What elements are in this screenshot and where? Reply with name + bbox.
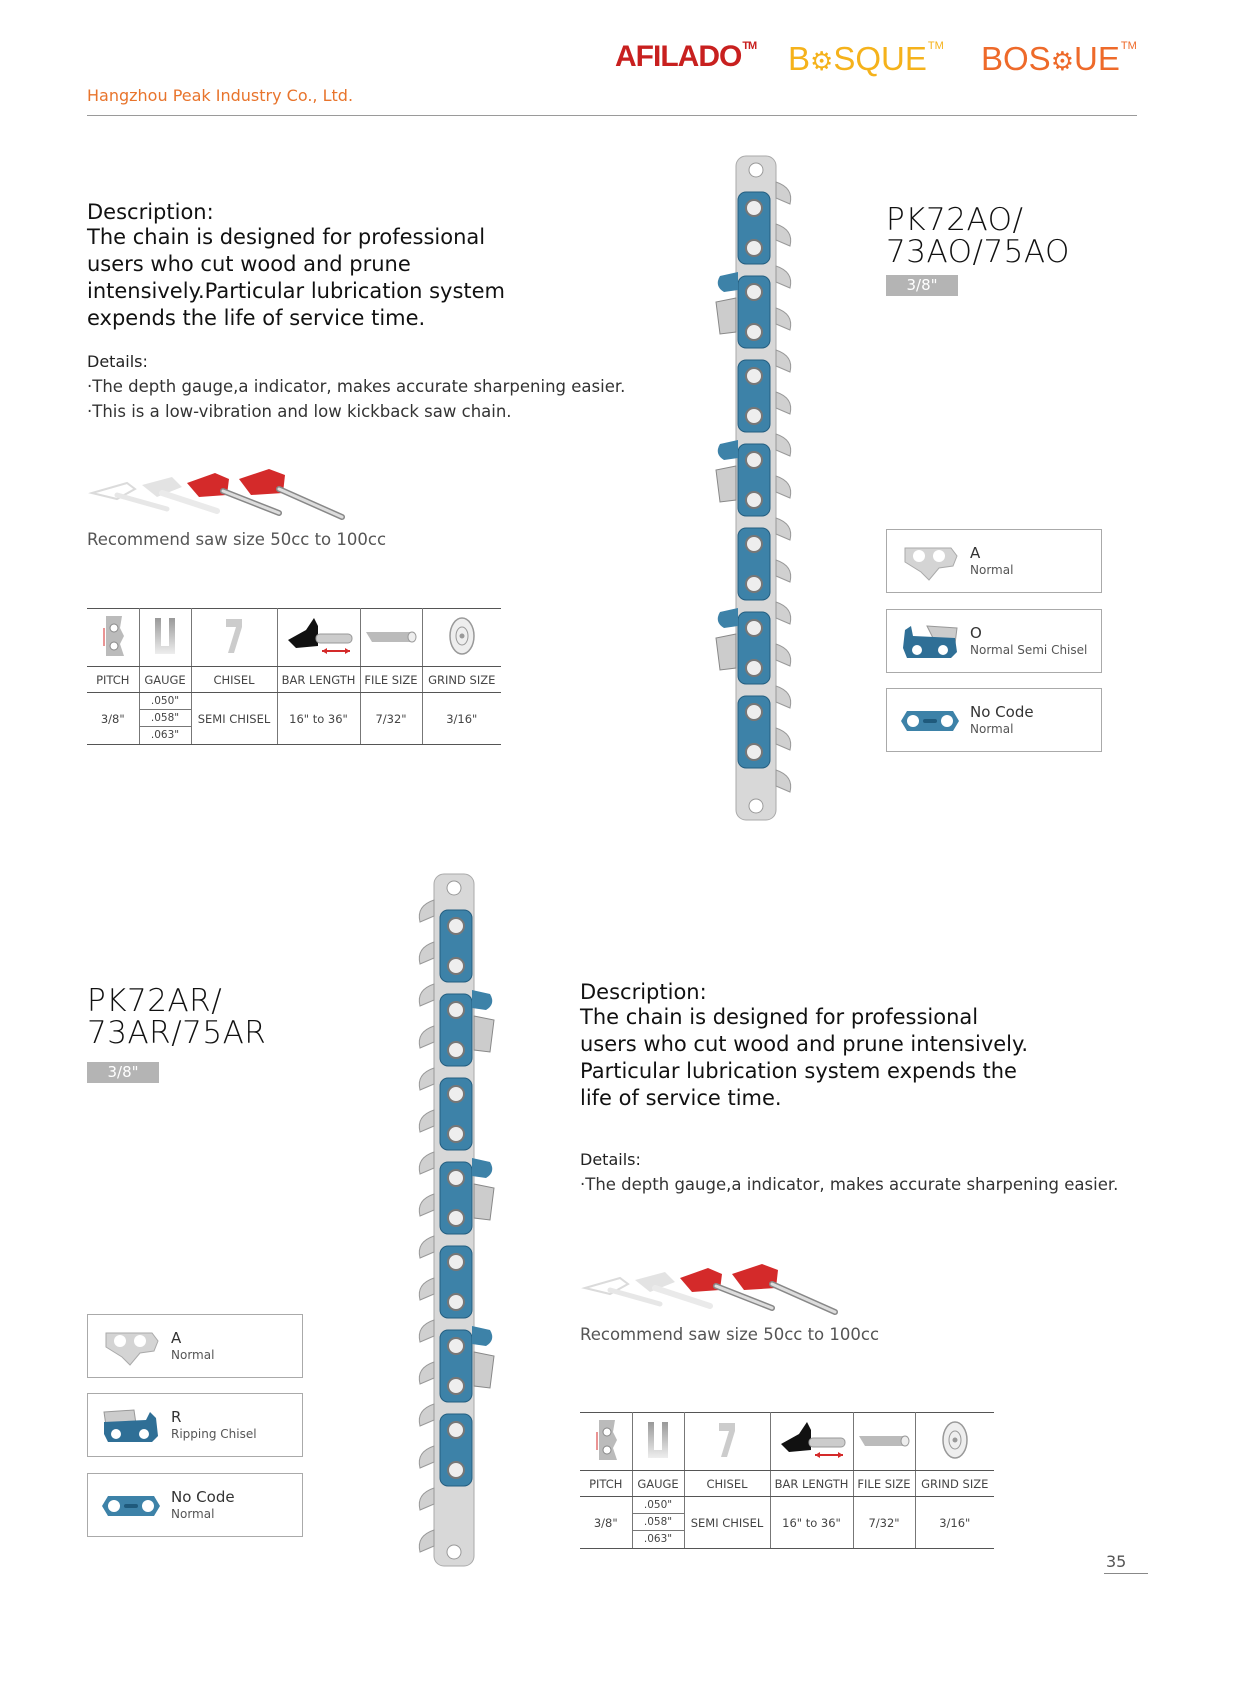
chain-tooth xyxy=(776,308,791,330)
chain-link xyxy=(738,360,770,432)
large-saw-icon-2 xyxy=(239,469,342,517)
chain-tooth xyxy=(776,770,791,792)
blue-tie-strap-icon xyxy=(100,1486,162,1526)
chain-link xyxy=(440,1414,472,1486)
pitch-icon xyxy=(580,1413,632,1471)
type-card-o xyxy=(886,609,1102,673)
header-pitch: PITCH xyxy=(87,667,139,693)
file-icon xyxy=(360,609,422,667)
afilado-logo: AFILADO™ xyxy=(615,40,757,73)
page-number: 35 xyxy=(1104,1552,1148,1574)
cell-file-size: 7/32" xyxy=(853,1497,915,1549)
chain-backbone xyxy=(419,874,494,1566)
product1-model xyxy=(886,204,1070,268)
type-card-no-code xyxy=(886,688,1102,752)
details-line: ·This is a low-vibration and low kickback saw chain. xyxy=(87,402,512,421)
type-name: Ripping Chisel xyxy=(171,1427,257,1441)
chain-tooth xyxy=(776,182,791,204)
model-line: PK72AO/ xyxy=(886,202,1024,238)
gauge-value: .063" xyxy=(150,729,180,741)
chain-tooth xyxy=(776,266,791,288)
chain-link xyxy=(738,192,770,264)
bar-length-icon xyxy=(770,1413,853,1471)
type-name: Normal xyxy=(171,1507,215,1521)
chain-link xyxy=(440,1330,472,1402)
chain-tooth xyxy=(419,1068,434,1090)
header-file-size: FILE SIZE xyxy=(853,1471,915,1497)
header-bar-length: BAR LENGTH xyxy=(277,667,360,693)
header-grind-size: GRIND SIZE xyxy=(422,667,501,693)
type-name: Normal xyxy=(970,722,1014,736)
chain-link xyxy=(440,1162,472,1234)
gear-leaf-icon: ⚙ xyxy=(1050,46,1075,76)
grind-wheel-icon xyxy=(915,1413,994,1471)
chain-backbone xyxy=(716,156,791,820)
chain-tooth xyxy=(776,644,791,666)
description-body xyxy=(580,1004,1028,1112)
chain-tooth xyxy=(776,602,791,624)
type-name: Normal Semi Chisel xyxy=(970,643,1088,657)
bosque-logo-yellow: B⚙SQUE™ xyxy=(788,40,944,77)
description-line: users who cut wood and prune xyxy=(87,252,411,276)
header-bar-length: BAR LENGTH xyxy=(770,1471,853,1497)
type-card-r xyxy=(87,1393,303,1457)
chain-cutter xyxy=(716,440,738,502)
chain-tooth xyxy=(776,518,791,540)
model-line: PK72AR/ xyxy=(87,983,223,1019)
chain-cutter xyxy=(472,1158,494,1220)
chain-tooth xyxy=(419,1320,434,1342)
description-line: The chain is designed for professional xyxy=(87,225,486,249)
cutter-ripping-chisel-icon xyxy=(100,1406,162,1446)
description-line: Particular lubrication system expends the xyxy=(580,1059,1017,1083)
chain-link xyxy=(440,1246,472,1318)
product2-description xyxy=(580,980,1028,1112)
type-card-a xyxy=(886,529,1102,593)
gauge-icon xyxy=(632,1413,684,1471)
header-gauge: GAUGE xyxy=(139,667,191,693)
chain-tooth xyxy=(419,984,434,1006)
model-line: 73AO/75AO xyxy=(886,234,1070,270)
cell-chisel: SEMI CHISEL xyxy=(191,693,277,745)
description-line: life of service time. xyxy=(580,1086,782,1110)
chain-cutter xyxy=(716,608,738,670)
cell-bar-length: 16" to 36" xyxy=(770,1497,853,1549)
type-code: R xyxy=(171,1408,182,1426)
header-file-size: FILE SIZE xyxy=(360,667,422,693)
saw-size-illustration xyxy=(580,1260,840,1320)
chain-link xyxy=(738,612,770,684)
chain-cutter xyxy=(472,1326,494,1388)
grind-wheel-icon xyxy=(422,609,501,667)
gauge-value: .058" xyxy=(633,1514,684,1531)
gauge-icon xyxy=(139,609,191,667)
chain-tooth xyxy=(419,900,434,922)
chain-tooth xyxy=(419,1362,434,1384)
bar-length-icon xyxy=(277,609,360,667)
details-title: Details: xyxy=(580,1150,641,1169)
chain-tooth xyxy=(419,1152,434,1174)
description-title: Description: xyxy=(580,980,707,1004)
chisel-icon xyxy=(191,609,277,667)
chain-tooth xyxy=(776,392,791,414)
chain-tooth xyxy=(776,224,791,246)
chain-link xyxy=(440,994,472,1066)
chain-tooth xyxy=(419,1446,434,1468)
chain-tooth xyxy=(776,686,791,708)
description-line: intensively.Particular lubrication system xyxy=(87,279,506,303)
type-code: No Code xyxy=(970,703,1034,721)
gauge-value: .063" xyxy=(643,1533,673,1545)
pitch-badge: 3/8" xyxy=(87,1062,159,1083)
description-line: users who cut wood and prune intensively. xyxy=(580,1032,1029,1056)
type-name: Normal xyxy=(970,563,1014,577)
gauge-value: .050" xyxy=(633,1497,684,1514)
saw-size-illustration xyxy=(87,465,347,525)
file-icon xyxy=(853,1413,915,1471)
chain-link xyxy=(738,528,770,600)
type-code: O xyxy=(970,624,982,642)
drive-link-silver-icon xyxy=(100,1327,162,1367)
recommend-saw-size: Recommend saw size 50cc to 100cc xyxy=(87,530,387,549)
details-title: Details: xyxy=(87,352,148,371)
product2-details xyxy=(580,1150,1118,1197)
cell-gauge xyxy=(632,1497,684,1549)
drive-link-silver-icon xyxy=(899,542,961,582)
chain-tooth xyxy=(419,1110,434,1132)
chain-tooth xyxy=(776,476,791,498)
chain-tooth xyxy=(419,1236,434,1258)
chain-tooth xyxy=(776,350,791,372)
chain-link xyxy=(738,444,770,516)
cutter-semi-chisel-icon xyxy=(899,622,961,662)
description-title: Description: xyxy=(87,200,214,224)
chisel-icon xyxy=(684,1413,770,1471)
chain-tooth xyxy=(776,434,791,456)
chain-tooth xyxy=(776,728,791,750)
gauge-value: .050" xyxy=(140,693,191,710)
product2-model xyxy=(87,985,266,1049)
cell-bar-length: 16" to 36" xyxy=(277,693,360,745)
cell-chisel: SEMI CHISEL xyxy=(684,1497,770,1549)
description-body xyxy=(87,224,505,332)
blue-tie-strap-icon xyxy=(899,701,961,741)
description-line: The chain is designed for professional xyxy=(580,1005,979,1029)
details-line: ·The depth gauge,a indicator, makes accurate sharpening easier. xyxy=(580,1175,1119,1194)
type-code: A xyxy=(171,1329,182,1347)
type-card-a xyxy=(87,1314,303,1378)
header-chisel: CHISEL xyxy=(684,1471,770,1497)
company-name: Hangzhou Peak Industry Co., Ltd. xyxy=(87,86,354,105)
large-saw-icon-2 xyxy=(732,1264,835,1312)
cell-pitch: 3/8" xyxy=(580,1497,632,1549)
bosque-logo-orange: BOS⚙UE™ xyxy=(981,40,1137,77)
spec-table xyxy=(580,1412,994,1549)
product1-description xyxy=(87,200,505,332)
details-line: ·The depth gauge,a indicator, makes accurate sharpening easier. xyxy=(87,377,626,396)
description-line: expends the life of service time. xyxy=(87,306,426,330)
type-name: Normal xyxy=(171,1348,215,1362)
chain-tooth xyxy=(419,1278,434,1300)
chain-cutter xyxy=(716,272,738,334)
header-pitch: PITCH xyxy=(580,1471,632,1497)
spec-table xyxy=(87,608,501,745)
chain-link xyxy=(440,1078,472,1150)
chain-cutter xyxy=(472,990,494,1052)
cell-grind-size: 3/16" xyxy=(422,693,501,745)
cell-file-size: 7/32" xyxy=(360,693,422,745)
recommend-saw-size: Recommend saw size 50cc to 100cc xyxy=(580,1325,880,1344)
saw-chain-image-ar xyxy=(400,870,500,1570)
type-code: A xyxy=(970,544,981,562)
chain-tooth xyxy=(776,560,791,582)
gauge-value: .058" xyxy=(140,710,191,727)
type-card-no-code xyxy=(87,1473,303,1537)
chain-tooth xyxy=(419,1026,434,1048)
cell-grind-size: 3/16" xyxy=(915,1497,994,1549)
cell-pitch: 3/8" xyxy=(87,693,139,745)
header-divider xyxy=(87,115,1137,116)
product1-details xyxy=(87,352,625,424)
chain-link xyxy=(738,696,770,768)
model-line: 73AR/75AR xyxy=(87,1015,267,1051)
header-gauge: GAUGE xyxy=(632,1471,684,1497)
chain-tooth xyxy=(419,1530,434,1552)
header-chisel: CHISEL xyxy=(191,667,277,693)
gear-icon: ⚙ xyxy=(810,46,834,76)
type-code: No Code xyxy=(171,1488,235,1506)
cell-gauge xyxy=(139,693,191,745)
header-grind-size: GRIND SIZE xyxy=(915,1471,994,1497)
pitch-icon xyxy=(87,609,139,667)
saw-chain-image-ao xyxy=(710,152,810,824)
chain-link xyxy=(738,276,770,348)
chain-tooth xyxy=(419,1488,434,1510)
chain-tooth xyxy=(419,1404,434,1426)
chain-tooth xyxy=(419,1194,434,1216)
chain-tooth xyxy=(419,942,434,964)
pitch-badge: 3/8" xyxy=(886,275,958,296)
chain-link xyxy=(440,910,472,982)
